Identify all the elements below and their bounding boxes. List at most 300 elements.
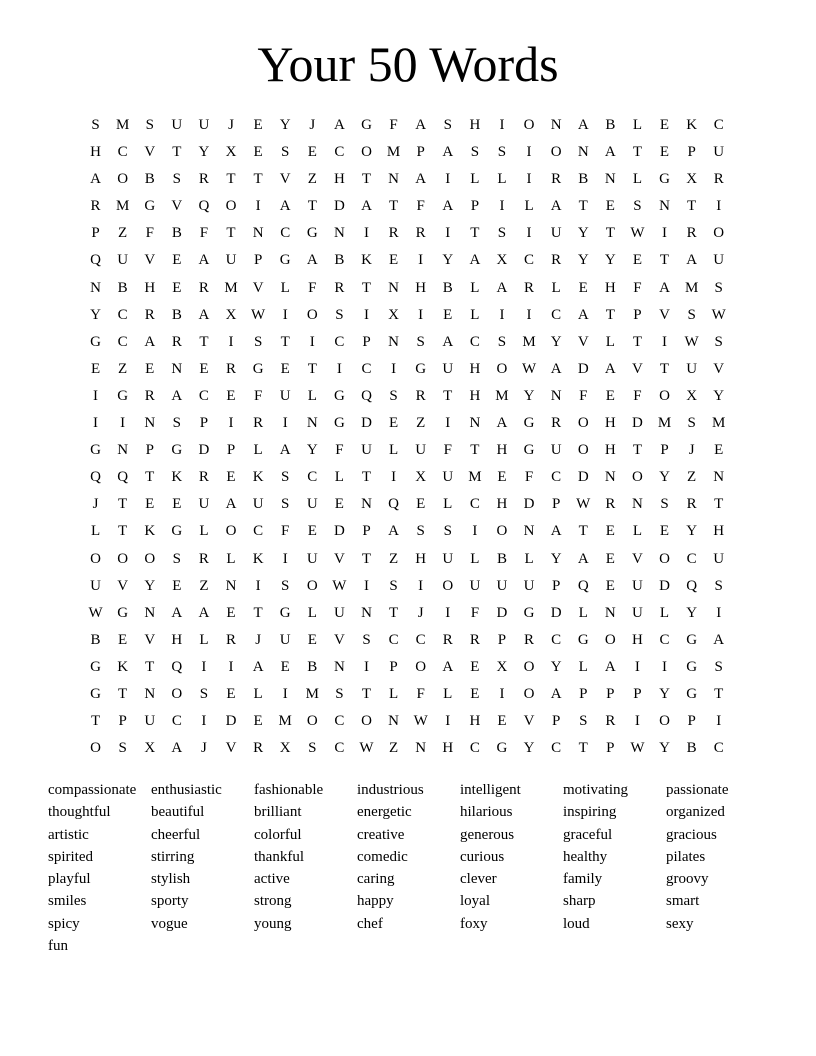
grid-letter: A	[171, 387, 183, 404]
grid-letter: V	[632, 550, 643, 567]
grid-letter: L	[497, 171, 507, 188]
grid-letter: B	[90, 631, 101, 648]
grid-letter: N	[632, 496, 643, 513]
grid-letter: U	[713, 252, 725, 269]
grid-letter: E	[118, 631, 128, 648]
grid-letter: R	[551, 171, 562, 188]
grid-letter: T	[361, 171, 372, 188]
grid-letter: S	[579, 713, 588, 730]
grid-letter: S	[281, 469, 290, 486]
grid-letter: U	[333, 604, 345, 621]
grid-letter: L	[253, 442, 263, 459]
grid-letter: Y	[550, 333, 562, 350]
grid-letter: I	[282, 415, 288, 432]
grid-letter: O	[171, 685, 183, 702]
grid-letter: D	[659, 577, 670, 594]
grid-letter: Y	[550, 658, 562, 675]
grid-letter: E	[145, 360, 155, 377]
grid-letter: V	[523, 713, 535, 730]
grid-letter: P	[497, 631, 507, 648]
grid-letter: T	[714, 496, 724, 513]
grid-letter: C	[686, 550, 697, 567]
grid-letter: E	[253, 117, 263, 133]
grid-letter: E	[605, 198, 615, 215]
grid-letter: W	[88, 604, 103, 621]
grid-letter: N	[388, 713, 399, 730]
grid-letter: Y	[306, 442, 318, 459]
grid-letter: H	[713, 523, 725, 540]
grid-letter: V	[659, 306, 670, 323]
grid-row	[82, 194, 732, 221]
grid-letter: P	[253, 252, 263, 269]
grid-letter: I	[418, 252, 424, 269]
grid-letter: E	[605, 523, 615, 540]
grid-letter: I	[499, 198, 505, 215]
word-item: curious	[460, 848, 505, 865]
grid-letter: Z	[118, 225, 128, 242]
grid-letter: H	[496, 496, 508, 513]
grid-letter: A	[550, 685, 562, 702]
grid-letter: M	[305, 685, 319, 702]
grid-letter: T	[632, 442, 642, 459]
grid-letter: B	[171, 306, 182, 323]
grid-letter: R	[415, 387, 426, 404]
grid-letter: G	[90, 658, 101, 675]
grid-letter: C	[334, 333, 345, 350]
grid-letter: K	[171, 469, 183, 486]
grid-letter: E	[334, 496, 344, 513]
grid-letter: F	[416, 685, 425, 702]
word-item: thankful	[254, 848, 304, 865]
grid-letter: G	[117, 604, 129, 621]
grid-letter: O	[442, 577, 454, 594]
word-item: artistic	[48, 826, 89, 843]
grid-letter: D	[333, 198, 345, 215]
grid-letter: A	[550, 198, 562, 215]
grid-letter: S	[389, 387, 398, 404]
grid-letter: T	[578, 523, 588, 540]
word-item: energetic	[357, 804, 412, 821]
grid-letter: K	[252, 469, 264, 486]
grid-letter: O	[225, 523, 237, 540]
grid-letter: A	[550, 360, 562, 377]
word-item: chef	[357, 915, 383, 932]
grid-letter: T	[172, 144, 182, 161]
grid-letter: A	[279, 442, 291, 459]
grid-letter: I	[526, 144, 532, 161]
grid-letter: S	[389, 577, 398, 594]
word-item: sexy	[666, 915, 694, 932]
grid-letter: L	[470, 279, 480, 296]
grid-letter: B	[686, 740, 697, 757]
grid-letter: S	[687, 306, 696, 323]
grid-letter: I	[445, 415, 451, 432]
grid-letter: O	[496, 360, 508, 377]
grid-letter: Z	[416, 415, 426, 432]
grid-letter: H	[632, 631, 643, 648]
grid-letter: R	[686, 496, 697, 513]
grid-letter: T	[145, 469, 155, 486]
grid-row	[82, 276, 732, 303]
grid-letter: H	[171, 631, 183, 648]
word-item: healthy	[563, 848, 608, 865]
grid-letter: I	[201, 713, 207, 730]
grid-row	[82, 330, 732, 357]
grid-letter: V	[144, 252, 156, 269]
grid-letter: N	[171, 360, 183, 377]
grid-row	[82, 248, 732, 275]
grid-letter: F	[470, 604, 480, 621]
grid-letter: T	[388, 198, 399, 215]
grid-letter: E	[605, 387, 615, 404]
grid-letter: G	[523, 442, 535, 459]
grid-letter: L	[470, 550, 480, 567]
grid-letter: C	[117, 306, 128, 323]
grid-letter: S	[308, 740, 317, 757]
word-item: active	[254, 871, 290, 888]
grid-letter: C	[361, 360, 372, 377]
grid-letter: N	[117, 442, 129, 459]
grid-letter: W	[413, 713, 428, 730]
grid-letter: F	[443, 442, 452, 459]
grid-letter: Y	[198, 144, 210, 161]
grid-letter: A	[469, 252, 481, 269]
grid-letter: D	[577, 360, 589, 377]
grid-letter: F	[199, 225, 209, 242]
grid-letter: S	[443, 117, 452, 133]
grid-letter: A	[415, 117, 427, 133]
grid-letter: R	[524, 631, 535, 648]
grid-letter: P	[551, 496, 561, 513]
grid-letter: S	[714, 333, 723, 350]
grid-letter: S	[714, 577, 723, 594]
grid-letter: U	[442, 469, 454, 486]
grid-letter: A	[252, 658, 264, 675]
grid-letter: R	[90, 198, 101, 215]
grid-letter: A	[713, 631, 725, 648]
grid-letter: F	[389, 117, 398, 133]
grid-letter: P	[606, 740, 615, 757]
grid-letter: Y	[577, 252, 589, 269]
grid-letter: I	[445, 225, 451, 242]
grid-letter: S	[497, 333, 507, 350]
grid-letter: U	[632, 604, 643, 621]
grid-letter: N	[361, 496, 372, 513]
word-item: thoughtful	[48, 804, 111, 821]
grid-row	[82, 303, 732, 330]
grid-letter: S	[660, 496, 669, 513]
grid-letter: R	[334, 279, 345, 296]
grid-letter: G	[333, 415, 345, 432]
grid-letter: Y	[604, 252, 616, 269]
grid-letter: F	[145, 225, 154, 242]
grid-letter: A	[442, 333, 454, 350]
grid-letter: T	[714, 685, 724, 702]
grid-letter: L	[470, 306, 480, 323]
word-item: family	[563, 871, 603, 888]
grid-letter: T	[118, 523, 128, 540]
grid-letter: N	[604, 171, 616, 188]
grid-letter: Y	[659, 469, 670, 486]
grid-letter: C	[469, 740, 480, 757]
grid-letter: O	[361, 713, 372, 730]
grid-letter: I	[716, 604, 722, 621]
word-item: stylish	[151, 871, 191, 888]
grid-letter: H	[415, 279, 427, 296]
grid-letter: Q	[686, 577, 698, 594]
grid-letter: D	[577, 469, 589, 486]
grid-row	[82, 492, 732, 519]
grid-letter: Z	[388, 740, 399, 757]
grid-letter: R	[198, 279, 209, 296]
grid-letter: Y	[659, 740, 670, 757]
grid-letter: L	[388, 685, 399, 702]
grid-letter: P	[145, 442, 154, 459]
grid-letter: L	[307, 604, 317, 621]
grid-letter: S	[172, 171, 181, 188]
grid-letter: X	[686, 387, 698, 404]
grid-letter: H	[469, 387, 481, 404]
grid-letter: O	[90, 550, 101, 567]
grid-letter: P	[470, 198, 480, 215]
grid-letter: I	[445, 713, 451, 730]
grid-letter: J	[417, 604, 424, 621]
grid-letter: E	[659, 523, 670, 540]
grid-letter: G	[333, 387, 345, 404]
grid-row	[82, 655, 732, 682]
grid-letter: Y	[659, 685, 670, 702]
grid-letter: A	[577, 550, 589, 567]
grid-letter: W	[521, 360, 537, 377]
grid-letter: S	[687, 415, 696, 432]
grid-letter: G	[90, 442, 101, 459]
word-item: stirring	[151, 848, 195, 865]
grid-letter: N	[306, 415, 318, 432]
grid-letter: J	[255, 631, 262, 648]
grid-letter: O	[713, 225, 725, 242]
grid-letter: N	[252, 225, 264, 242]
grid-letter: D	[361, 415, 372, 432]
grid-letter: Q	[361, 387, 372, 404]
grid-letter: I	[282, 306, 288, 323]
grid-letter: I	[445, 604, 451, 621]
grid-letter: M	[468, 469, 482, 486]
grid-letter: R	[686, 225, 697, 242]
word-list	[48, 779, 769, 957]
grid-letter: A	[198, 604, 210, 621]
grid-letter: G	[90, 685, 101, 702]
grid-letter: N	[415, 740, 427, 757]
grid-letter: D	[225, 713, 237, 730]
grid-letter: T	[687, 198, 697, 215]
grid-letter: Q	[117, 469, 129, 486]
grid-letter: C	[469, 333, 480, 350]
grid-letter: A	[577, 117, 589, 133]
grid-letter: E	[145, 496, 155, 513]
grid-letter: E	[226, 685, 236, 702]
word-column	[563, 779, 666, 957]
grid-letter: W	[251, 306, 266, 323]
word-item: comedic	[357, 848, 408, 865]
grid-letter: U	[713, 144, 725, 161]
grid-row	[82, 736, 732, 763]
grid-letter: C	[469, 496, 480, 513]
grid-letter: P	[551, 713, 561, 730]
grid-letter: E	[253, 713, 263, 730]
grid-letter: Y	[686, 604, 698, 621]
grid-letter: Y	[713, 387, 725, 404]
grid-letter: A	[604, 658, 616, 675]
grid-letter: P	[362, 333, 371, 350]
grid-letter: X	[686, 171, 698, 188]
grid-letter: A	[604, 144, 616, 161]
grid-letter: F	[281, 523, 290, 540]
grid-letter: H	[496, 442, 508, 459]
grid-letter: O	[225, 198, 237, 215]
grid-letter: I	[445, 171, 451, 188]
grid-letter: E	[172, 496, 182, 513]
grid-letter: P	[687, 713, 696, 730]
grid-letter: O	[117, 550, 129, 567]
grid-letter: Y	[577, 225, 589, 242]
grid-letter: M	[712, 415, 726, 432]
grid-letter: S	[714, 658, 723, 675]
grid-letter: F	[633, 279, 642, 296]
word-item: playful	[48, 871, 91, 888]
grid-letter: X	[225, 144, 237, 161]
grid-letter: E	[443, 306, 453, 323]
grid-letter: E	[172, 252, 182, 269]
word-column	[151, 779, 254, 957]
grid-letter: E	[172, 577, 182, 594]
grid-letter: E	[497, 713, 507, 730]
grid-letter: O	[523, 685, 535, 702]
grid-letter: A	[198, 306, 210, 323]
grid-letter: X	[496, 252, 508, 269]
grid-letter: A	[496, 279, 508, 296]
grid-letter: B	[334, 252, 345, 269]
grid-letter: I	[93, 415, 99, 432]
grid-letter: N	[144, 415, 156, 432]
grid-letter: T	[388, 604, 399, 621]
grid-letter: H	[333, 171, 345, 188]
grid-letter: Q	[577, 577, 589, 594]
word-item: clever	[460, 871, 497, 888]
grid-letter: U	[306, 496, 318, 513]
grid-letter: V	[144, 144, 156, 161]
grid-letter: M	[278, 713, 292, 730]
grid-letter: I	[634, 658, 640, 675]
grid-letter: E	[659, 117, 670, 133]
grid-letter: U	[90, 577, 101, 594]
grid-letter: W	[684, 333, 699, 350]
word-item: industrious	[357, 782, 424, 798]
grid-letter: G	[90, 333, 101, 350]
grid-letter: J	[688, 442, 695, 459]
grid-letter: V	[632, 360, 643, 377]
word-item: inspiring	[563, 804, 617, 821]
grid-letter: N	[90, 279, 101, 296]
word-column	[48, 779, 151, 957]
grid-letter: B	[307, 658, 318, 675]
grid-letter: I	[499, 685, 505, 702]
grid-letter: O	[550, 144, 562, 161]
grid-letter: U	[550, 225, 562, 242]
grid-letter: U	[415, 442, 427, 459]
word-item: smiles	[48, 893, 87, 910]
grid-letter: G	[686, 658, 698, 675]
grid-letter: O	[577, 442, 589, 459]
grid-letter: S	[172, 415, 181, 432]
grid-letter: N	[577, 144, 589, 161]
grid-letter: T	[280, 333, 290, 350]
grid-letter: A	[279, 198, 291, 215]
grid-letter: A	[225, 496, 237, 513]
word-search-grid	[82, 113, 732, 763]
grid-letter: T	[253, 604, 263, 621]
grid-letter: T	[118, 496, 128, 513]
grid-letter: O	[659, 550, 670, 567]
grid-letter: I	[391, 469, 397, 486]
grid-letter: G	[171, 442, 183, 459]
grid-letter: R	[524, 279, 535, 296]
grid-letter: L	[551, 279, 561, 296]
grid-row	[82, 682, 732, 709]
grid-letter: N	[388, 279, 399, 296]
grid-letter: W	[332, 577, 347, 594]
grid-letter: E	[199, 360, 209, 377]
grid-letter: D	[333, 523, 345, 540]
grid-letter: L	[443, 685, 453, 702]
grid-letter: T	[307, 360, 317, 377]
grid-letter: A	[144, 333, 156, 350]
grid-letter: E	[388, 252, 399, 269]
grid-letter: I	[716, 713, 722, 730]
grid-letter: E	[632, 252, 642, 269]
grid-letter: G	[523, 604, 535, 621]
grid-letter: O	[144, 550, 156, 567]
grid-letter: A	[659, 279, 670, 296]
grid-letter: C	[659, 631, 670, 648]
grid-letter: T	[253, 171, 263, 188]
grid-letter: E	[226, 604, 236, 621]
grid-letter: H	[90, 144, 101, 161]
grid-letter: E	[226, 387, 236, 404]
grid-letter: C	[198, 387, 209, 404]
grid-letter: P	[226, 442, 236, 459]
grid-letter: R	[605, 713, 616, 730]
word-column	[357, 779, 460, 957]
word-item: generous	[460, 826, 515, 843]
grid-letter: P	[633, 685, 642, 702]
word-item: pilates	[666, 848, 706, 865]
grid-row	[82, 357, 732, 384]
grid-letter: E	[307, 523, 317, 540]
word-item: happy	[357, 893, 394, 910]
grid-letter: P	[687, 144, 696, 161]
grid-letter: Y	[523, 387, 535, 404]
grid-letter: P	[606, 685, 615, 702]
grid-row	[82, 113, 732, 140]
grid-letter: S	[172, 550, 181, 567]
grid-letter: Q	[90, 252, 101, 269]
grid-letter: S	[416, 333, 425, 350]
word-item: young	[254, 915, 292, 932]
grid-letter: R	[551, 252, 562, 269]
grid-letter: S	[91, 117, 100, 133]
grid-letter: A	[171, 604, 183, 621]
grid-letter: K	[686, 117, 698, 133]
